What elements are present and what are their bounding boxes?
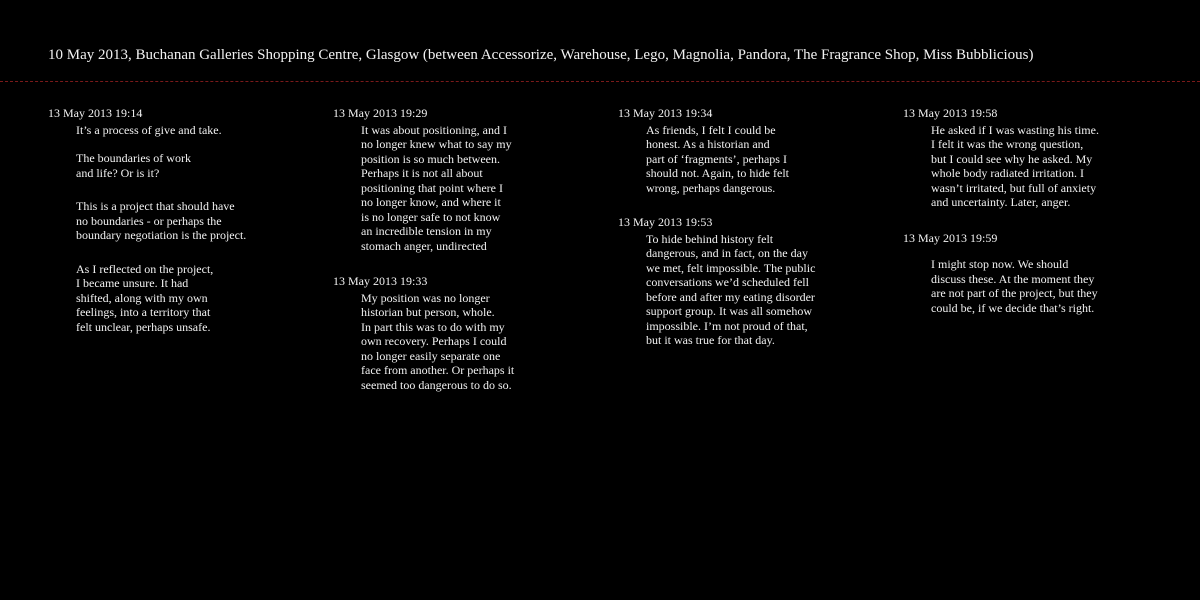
entry-paragraph: He asked if I was wasting his time. I felt it was the wrong question, but I could see why he asked. My whole body radiated irritation. I wasn’t irritated, but full of anxiety and uncertainty. Later, anger. — [931, 122, 1099, 209]
entry-timestamp: 13 May 2013 19:33 — [333, 274, 428, 288]
entry-timestamp: 13 May 2013 19:29 — [333, 106, 428, 120]
entry-paragraph: As I reflected on the project, I became unsure. It had shifted, along with my own feelings, into a territory that felt unclear, perhaps unsafe. — [76, 261, 214, 334]
page-title: 10 May 2013, Buchanan Galleries Shopping Centre, Glasgow (between Accessorize, Warehouse, Lego, Magnolia, Pandora, The Fragrance Shop, Miss Bubblicious) — [48, 47, 1034, 63]
entry-timestamp: 13 May 2013 19:53 — [618, 215, 713, 229]
journal-column-2 — [333, 106, 583, 392]
entry-paragraph: I might stop now. We should discuss these. At the moment they are not part of the project, but they could be, if we decide that’s right. — [931, 257, 1098, 315]
entry-paragraph: It’s a process of give and take. — [76, 122, 222, 137]
entry-timestamp: 13 May 2013 19:59 — [903, 230, 998, 245]
entry-timestamp: 13 May 2013 19:58 — [903, 106, 998, 120]
entry-paragraph: To hide behind history felt dangerous, and in fact, on the day we met, felt impossible. The public conversations we’d scheduled fell before and after my eating disorder support group. It was all somehow impossible. I’m not proud of that, but it was true for that day. — [646, 231, 816, 347]
journal-column-3 — [618, 106, 868, 348]
entry-timestamp: 13 May 2013 19:14 — [48, 106, 143, 120]
entry-paragraph: My position was no longer historian but person, whole. In part this was to do with my own recovery. Perhaps I could no longer easily separate one face from another. Or perhaps it seemed too dangerous to do so. — [361, 290, 515, 392]
entry-paragraph: It was about positioning, and I no longer knew what to say my position is so much between. Perhaps it is not all about positioning that point where I no longer know, and where it is no longer safe to not know an incredible tension in my stomach anger, undirected — [361, 122, 512, 253]
journal-column-4 — [903, 106, 1153, 315]
journal-column-1 — [48, 106, 298, 334]
entry-timestamp: 13 May 2013 19:34 — [618, 106, 713, 120]
entry-paragraph: The boundaries of work and life? Or is it? — [76, 151, 191, 180]
header-divider — [0, 81, 1200, 82]
entry-paragraph: This is a project that should have no boundaries - or perhaps the boundary negotiation is the project. — [76, 199, 247, 242]
entry-paragraph: As friends, I felt I could be honest. As a historian and part of ‘fragments’, perhaps I should not. Again, to hide felt wrong, perhaps dangerous. — [646, 122, 789, 195]
